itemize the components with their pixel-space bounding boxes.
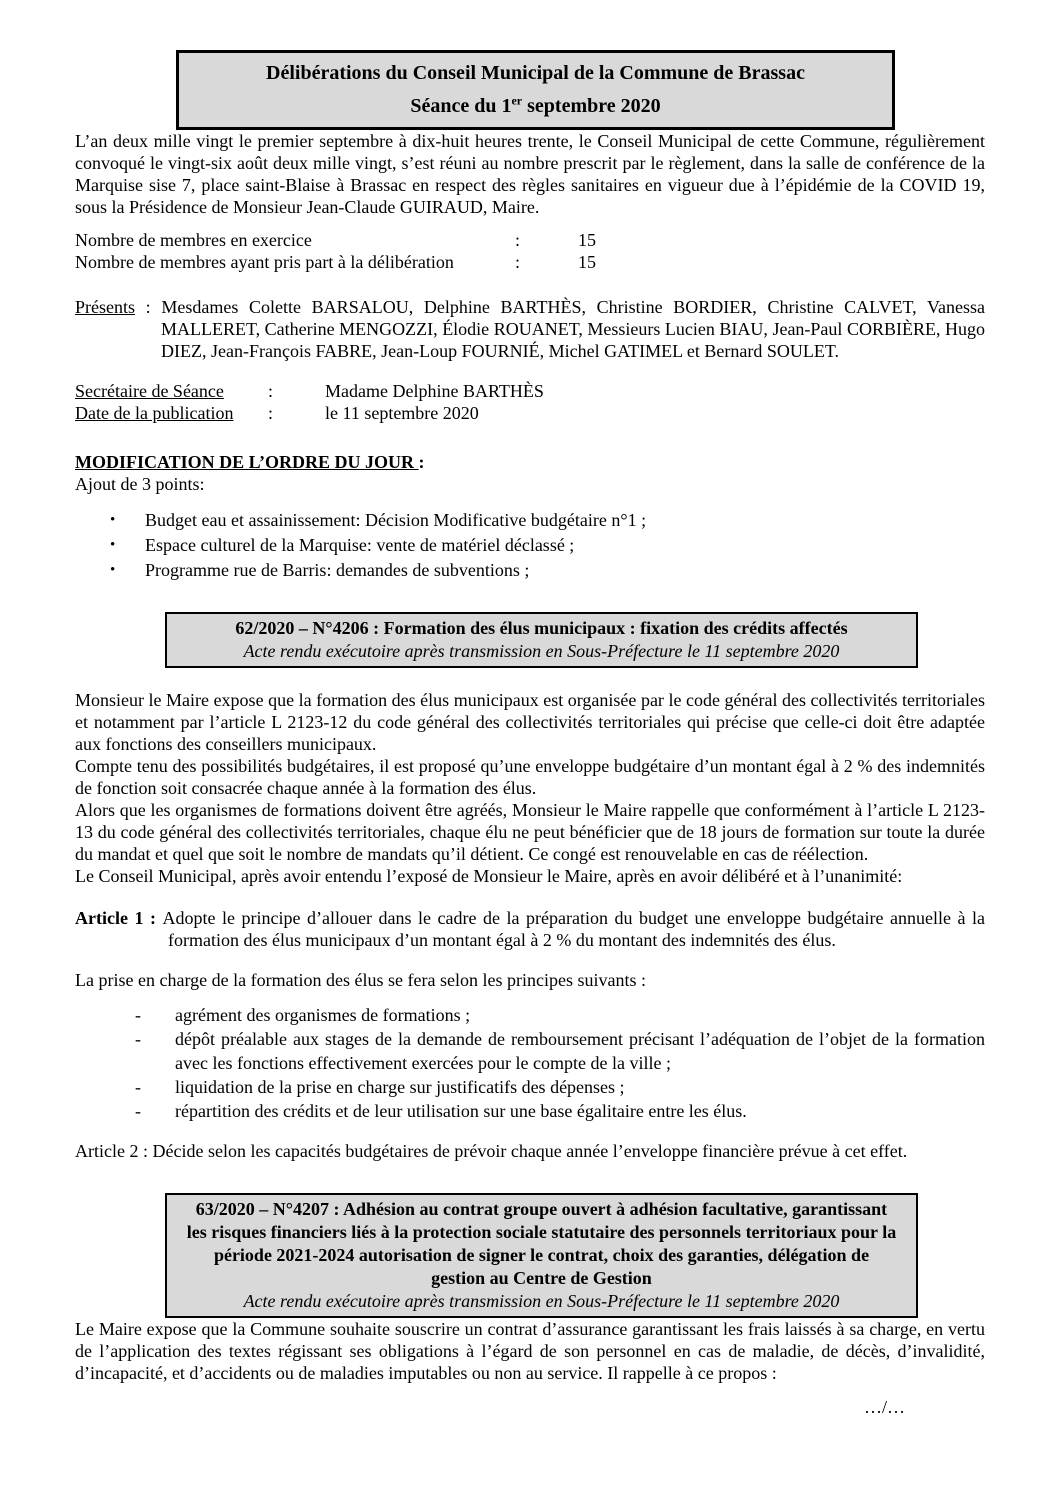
list-item: - répartition des crédits et de leur utilisation sur une base égalitaire entre les élus. [135,1101,747,1121]
added-points-intro: Ajout de 3 points: [75,474,205,494]
deliberation-63-executory-note: Acte rendu exécutoire après transmission en Sous-Préfecture le 11 septembre 2020 [243,1291,840,1311]
deliberation-62-header-box [165,612,918,668]
publication-date-row [75,402,985,424]
members-in-exercise-label: Nombre de membres en exercice [75,230,312,250]
members-count-block [75,229,985,273]
article-2-label: Article 2 : [75,1141,153,1161]
dash-icon: - [135,1029,141,1049]
members-in-exercise-row [75,229,985,251]
deliberation-63-paragraph-1: Le Maire expose que la Commune souhaite souscrire un contrat d’assurance garantissant les frais laissés à sa charge, en vertu de l’application des textes régissant ses obligations à l’égard de son personnel en cas de maladie, de décès, d’invalidité, d’incapacité, et d’accidents ou de maladies imputables ou non au service. Il rappelle à ce propos : [75,1319,985,1383]
list-item: • Espace culturel de la Marquise: vente de matériel déclassé ; [75,533,985,558]
deliberation-62-paragraph-4: Le Conseil Municipal, après avoir entendu l’exposé de Monsieur le Maire, après en avoir délibéré et à l’unanimité: [75,866,903,886]
article-1-principles-intro: La prise en charge de la formation des élus se fera selon les principes suivants : [75,970,646,990]
deliberation-62-executory-note: Acte rendu exécutoire après transmission en Sous-Préfecture le 11 septembre 2020 [243,641,840,661]
document-title-line1: Délibérations du Conseil Municipal de la Commune de Brassac [266,62,805,84]
bullet-icon: • [110,512,116,528]
publication-date-label: Date de la publication [75,403,234,423]
members-deliberation-label: Nombre de membres ayant pris part à la délibération [75,252,454,272]
ordinal-superscript: er [511,93,523,108]
article-2-paragraph: Article 2 : Décide selon les capacités budgétaires de prévoir chaque année l’enveloppe financière prévue à cet effet. [75,1141,908,1161]
list-item: - liquidation de la prise en charge sur justificatifs des dépenses ; [135,1077,625,1097]
bullet-icon: • [110,562,116,578]
separator-colon: : [515,252,521,272]
document-title-line2: Séance du 1er septembre 2020 [410,93,661,117]
dash-icon: - [135,1101,141,1121]
members-deliberation-value: 15 [578,252,596,272]
presents-names: Mesdames Colette BARSALOU, Delphine BARTHÈS, Christine BORDIER, Christine CALVET, Vanessa MALLERET, Catherine MENGOZZI, Élodie ROUANET, Messieurs Lucien BIAU, Jean-Paul CORBIÈRE, Hugo DIEZ, Jean-François FABRE, Jean-Loup FOURNIÉ, Michel GATIMEL et Bernard SOULET. [161,297,985,361]
document-title-box [176,50,895,130]
deliberation-62-title: 62/2020 – N°4206 : Formation des élus municipaux : fixation des crédits affectés [235,618,848,638]
deliberation-62-paragraph-2: Compte tenu des possibilités budgétaires, il est proposé qu’une enveloppe budgétaire d’un montant égal à 2 % des indemnités de fonction soit consacrée chaque année à la formation des élus. [75,756,985,798]
session-meta-block [75,380,985,424]
secretary-label: Secrétaire de Séance [75,381,224,401]
intro-paragraph: L’an deux mille vingt le premier septembre à dix-huit heures trente, le Conseil Municipal de cette Commune, régulièrement convoqué le vingt-six août deux mille vingt, s’est réuni au nombre prescrit par le règlement, dans la salle de conférence de la Marquise sise 7, place saint-Blaise à Brassac en respect des règles sanitaires en vigueur due à l’épidémie de la COVID 19, sous la Présidence de Monsieur Jean-Claude GUIRAUD, Maire. [75,131,985,217]
article-1-label: Article 1 : [75,908,163,928]
list-item: - dépôt préalable aux stages de la demande de remboursement précisant l’adéquation de l’objet de la formation avec les fonctions effectivement exercées pour le compte de la ville ; [135,1029,985,1073]
members-in-exercise-value: 15 [578,230,596,250]
article-1-paragraph: Article 1 : Adopte le principe d’allouer dans le cadre de la préparation du budget une enveloppe budgétaire annuelle à la formation des élus municipaux d’un montant égal à 2 % du montant des indemnités des élus. [75,908,985,950]
page-continuation-mark: …/… [863,1397,905,1417]
separator-colon: : [515,230,521,250]
publication-date-value: le 11 septembre 2020 [325,403,479,423]
separator-colon: : [268,403,274,423]
deliberation-63-title: 63/2020 – N°4207 : Adhésion au contrat groupe ouvert à adhésion facultative, garantissant les risques financiers liés à la protection sociale statutaire des personnels territoriaux pour la période 2021-2024 autorisation de signer le contrat, choix des garanties, délégation de gestion au Centre de Gestion [186,1199,897,1288]
presents-paragraph: Présents : Mesdames Colette BARSALOU, Delphine BARTHÈS, Christine BORDIER, Christine CALVET, Vanessa MALLERET, Catherine MENGOZZI, Élodie ROUANET, Messieurs Lucien BIAU, Jean-Paul CORBIÈRE, Hugo DIEZ, Jean-François FABRE, Jean-Loup FOURNIÉ, Michel GATIMEL et Bernard SOULET. [75,297,985,361]
list-item: • Budget eau et assainissement: Décision Modificative budgétaire n°1 ; [75,508,985,533]
deliberation-62-paragraph-1: Monsieur le Maire expose que la formation des élus municipaux est organisée par le code général des collectivités territoriales et notamment par l’article L 2123-12 du code général des collectivités territoriales qui précise que celle-ci doit être adaptée aux fonctions des conseillers municipaux. [75,690,985,754]
secretary-row [75,380,985,402]
order-modification-heading: MODIFICATION DE L’ORDRE DU JOUR : [75,452,425,472]
added-points-list [75,508,985,583]
dash-icon: - [135,1077,141,1097]
deliberation-62-paragraph-3: Alors que les organismes de formations doivent être agréés, Monsieur le Maire rappelle que conformément à l’article L 2123-13 du code général des collectivités territoriales, chaque élu ne peut bénéficier que de 18 jours de formation sur toute la durée du mandat et quel que soit le nombre de mandats qu’il détient. Ce congé est renouvelable en cas de réélection. [75,800,985,864]
article-1-principles-list [75,1003,985,1123]
dash-icon: - [135,1005,141,1025]
list-item: - agrément des organismes de formations ; [135,1005,471,1025]
bullet-icon: • [110,537,116,553]
secretary-value: Madame Delphine BARTHÈS [325,381,544,401]
deliberation-63-header-box [165,1193,918,1318]
list-item: • Programme rue de Barris: demandes de subventions ; [75,558,985,583]
members-deliberation-row [75,251,985,273]
presents-label: Présents [75,297,135,317]
separator-colon: : [268,381,274,401]
